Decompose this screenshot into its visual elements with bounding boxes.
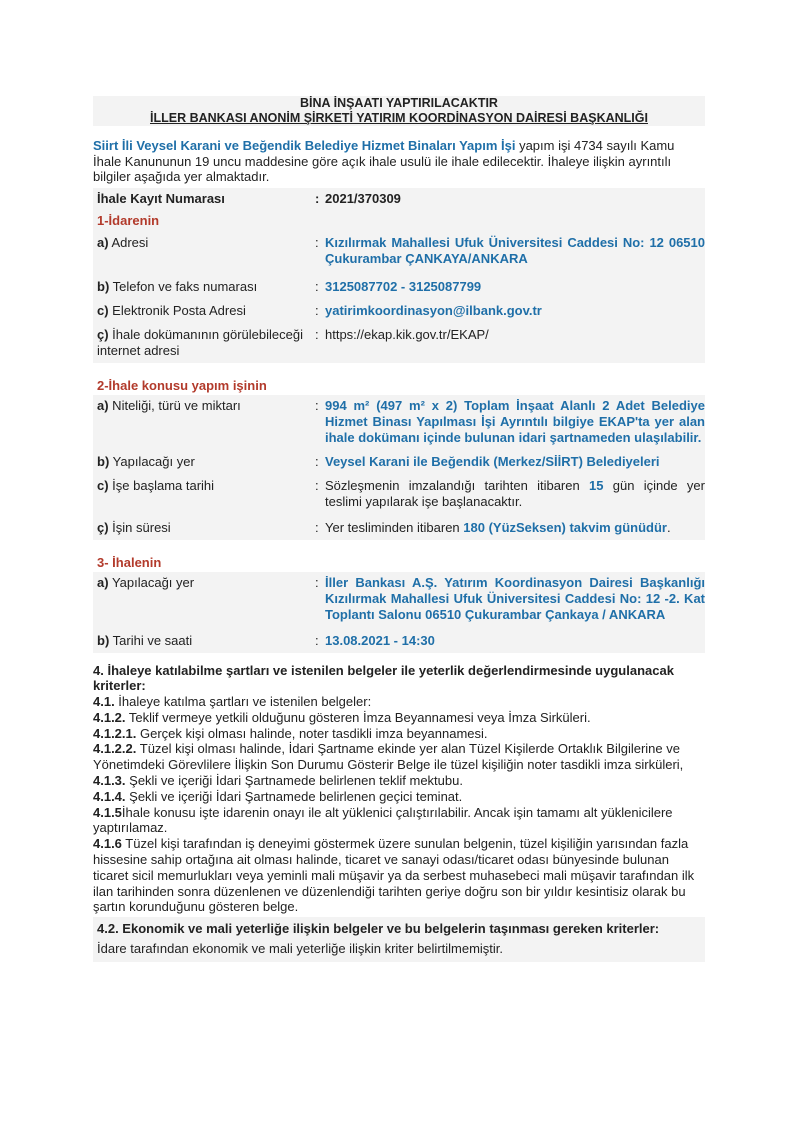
ihale-place: İller Bankası A.Ş. Yatırım Koordinasyon Dairesi Başkanlığı Kızılırmak Mahallesi Ufuk Üniversitesi Caddesi No: 12 -2. Kat Toplantı Salonu 06510 Çukurambar Çankaya / ANKARA (325, 574, 705, 622)
konu-nature-row: a) Niteliği, türü ve miktarı : 994 m² (497 m² x 2) Toplam İnşaat Alanlı 2 Adet Belediye Hizmet Binası Yapılması İşi Ayrıntılı bilgiye EKAP'ta yer alan ihale dokümanı içinde bulunan idari şartnameden ulaşılabilir. (97, 397, 705, 445)
intro-paragraph (93, 138, 705, 185)
criteria-item-text: Gerçek kişi olması halinde, noter tasdikli imza beyannamesi. (136, 725, 488, 741)
criteria-item-number: 4.1.2.2. (93, 741, 137, 757)
economic-section (93, 917, 705, 962)
criteria-item-number: 4.1.2.1. (93, 725, 137, 741)
criteria-item (93, 741, 705, 773)
ihale-block (93, 572, 705, 653)
economic-text: İdare tarafından ekonomik ve mali yeterliğe ilişkin kriter belirtilmemiştir. (97, 941, 504, 957)
criteria-item-text: Şekli ve içeriği İdari Şartnamede belirlenen geçici teminat. (125, 788, 463, 804)
idare-phone: 3125087702 - 3125087799 (325, 278, 482, 294)
ihale-heading: 3- İhalenin (97, 554, 162, 570)
doc-org: İLLER BANKASI ANONİM ŞİRKETİ YATIRIM KOORDİNASYON DAİRESİ BAŞKANLIĞI (93, 111, 705, 126)
criteria-item-number: 4.1. (93, 694, 115, 710)
criteria-item-number: 4.1.2. (93, 709, 126, 725)
criteria-item (93, 773, 705, 789)
doc-title: BİNA İNŞAATI YAPTIRILACAKTIR (93, 96, 705, 111)
criteria-heading: 4. İhaleye katılabilme şartları ve istenilen belgeler ile yeterlik değerlendirmesinde uygulanacak kriterler: (93, 662, 674, 694)
criteria-item-text: Şekli ve içeriği İdari Şartnamede belirlenen teklif mektubu. (125, 773, 463, 789)
ihale-date: 13.08.2021 - 14:30 (325, 632, 435, 648)
intro-text: yapım işi 4734 sayılı Kamu İhale Kanununun 19 uncu maddesine göre açık ihale usulü ile ihale edilecektir. İhaleye ilişkin ayrıntılı bilgiler aşağıda yer almaktadır. (93, 138, 675, 184)
konu-heading: 2-İhale konusu yapım işinin (97, 377, 267, 393)
criteria-item (93, 710, 705, 726)
ikn-label: İhale Kayıt Numarası (97, 190, 225, 206)
idare-phone-row: b) Telefon ve faks numarası : 3125087702 - 3125087799 (93, 279, 705, 295)
idare-email[interactable]: yatirimkoordinasyon@ilbank.gov.tr (325, 302, 542, 318)
criteria-item (93, 694, 705, 710)
konu-duration: Yer tesliminden itibaren 180 (YüzSeksen) takvim günüdür. (325, 519, 671, 535)
criteria-item-text: Tüzel kişi tarafından iş deneyimi göstermek üzere sunulan belgenin, tüzel kişiliğin yarısından fazla hissesine sahip ortağına ait olması halinde, ticaret ve sanayi odası/ticaret odası bünyesinde bulunan ticaret sicil memurlukları veya yeminli mali müşavir ya da serbest muhasebeci mali müşavir tarafından ilk ilan tarihinden sonra düzenlenen ve düzenlendiği tarihten geriye doğru son bir yıldır kesintisiz olarak bu şartın korunduğunu gösteren belge. (93, 836, 695, 915)
konu-start-row: c) İşe başlama tarihi : Sözleşmenin imzalandığı tarihten itibaren 15 gün içinde yer teslimi yapılarak işe başlanacaktır. (97, 477, 705, 509)
idare-address-row: a) Adresi : Kızılırmak Mahallesi Ufuk Üniversitesi Caddesi No: 12 06510 Çukurambar ÇANKAYA/ANKARA (97, 234, 705, 266)
criteria-item-text: Tüzel kişi olması halinde, İdari Şartname ekinde yer alan Tüzel Kişilerde Ortaklık Bilgilerine ve Yönetimdeki Görevlilere İlişkin Son Durumu Gösterir Belge ile tüzel kişiliğin noter tasdikli imza sirküleri, (93, 741, 684, 773)
document-body (93, 96, 705, 962)
idare-web-row: ç) İhale dokümanının görülebileceği internet adresi : https://ekap.kik.gov.tr/EKAP/ (93, 327, 705, 359)
criteria-item (93, 836, 705, 915)
criteria-section (93, 663, 705, 916)
idare-block (93, 232, 705, 363)
idare-heading: 1-İdarenin (93, 210, 705, 232)
konu-start: Sözleşmenin imzalandığı tarihten itibaren 15 gün içinde yer teslimi yapılarak işe başlanacaktır. (325, 477, 705, 509)
idare-web[interactable]: https://ekap.kik.gov.tr/EKAP/ (325, 326, 489, 342)
economic-heading: 4.2. Ekonomik ve mali yeterliğe ilişkin belgeler ve bu belgelerin taşınması gereken kriterler: (97, 921, 660, 937)
konu-duration-row: ç) İşin süresi : Yer tesliminden itibaren 180 (YüzSeksen) takvim günüdür. (93, 520, 705, 536)
criteria-item-number: 4.1.3. (93, 773, 126, 789)
ihale-place-row: a) Yapılacağı yer : İller Bankası A.Ş. Yatırım Koordinasyon Dairesi Başkanlığı Kızılırmak Mahallesi Ufuk Üniversitesi Caddesi No: 12 -2. Kat Toplantı Salonu 06510 Çukurambar Çankaya / ANKARA (97, 574, 705, 622)
konu-nature: 994 m² (497 m² x 2) Toplam İnşaat Alanlı 2 Adet Belediye Hizmet Binası Yapılması İşi Ayrıntılı bilgiye EKAP'ta yer alan ihale dokümanı içinde bulunan idari şartnameden ulaşılabilir. (325, 397, 705, 445)
criteria-item (93, 805, 705, 837)
ikn-value: 2021/370309 (325, 190, 401, 206)
criteria-item-number: 4.1.5 (93, 804, 122, 820)
criteria-item-text: İhaleye katılma şartları ve istenilen belgeler: (114, 694, 372, 710)
criteria-item (93, 789, 705, 805)
konu-place-row: b) Yapılacağı yer : Veysel Karani ile Beğendik (Merkez/SİİRT) Belediyeleri (93, 454, 705, 470)
criteria-list (93, 694, 705, 915)
criteria-item-text: İhale konusu işte idarenin onayı ile alt yüklenici çalıştırılabilir. Ancak işin tamamı alt yüklenicilere yaptırılamaz. (93, 804, 673, 836)
konu-place: Veysel Karani ile Beğendik (Merkez/SİİRT) Belediyeleri (325, 453, 660, 469)
ihale-date-row: b) Tarihi ve saati : 13.08.2021 - 14:30 (93, 633, 705, 649)
criteria-item-number: 4.1.4. (93, 788, 126, 804)
idare-address: Kızılırmak Mahallesi Ufuk Üniversitesi Caddesi No: 12 06510 Çukurambar ÇANKAYA/ANKARA (325, 234, 705, 266)
project-name: Siirt İli Veysel Karani ve Beğendik Belediye Hizmet Binaları Yapım İşi (93, 138, 516, 153)
idare-email-row: c) Elektronik Posta Adresi : yatirimkoordinasyon@ilbank.gov.tr (93, 303, 705, 319)
criteria-item (93, 726, 705, 742)
ikn-row: İhale Kayıt Numarası : 2021/370309 (93, 188, 705, 210)
konu-block (93, 395, 705, 540)
criteria-item-text: Teklif vermeye yetkili olduğunu gösteren İmza Beyannamesi veya İmza Sirküleri. (125, 709, 591, 725)
criteria-item-number: 4.1.6 (93, 836, 122, 852)
